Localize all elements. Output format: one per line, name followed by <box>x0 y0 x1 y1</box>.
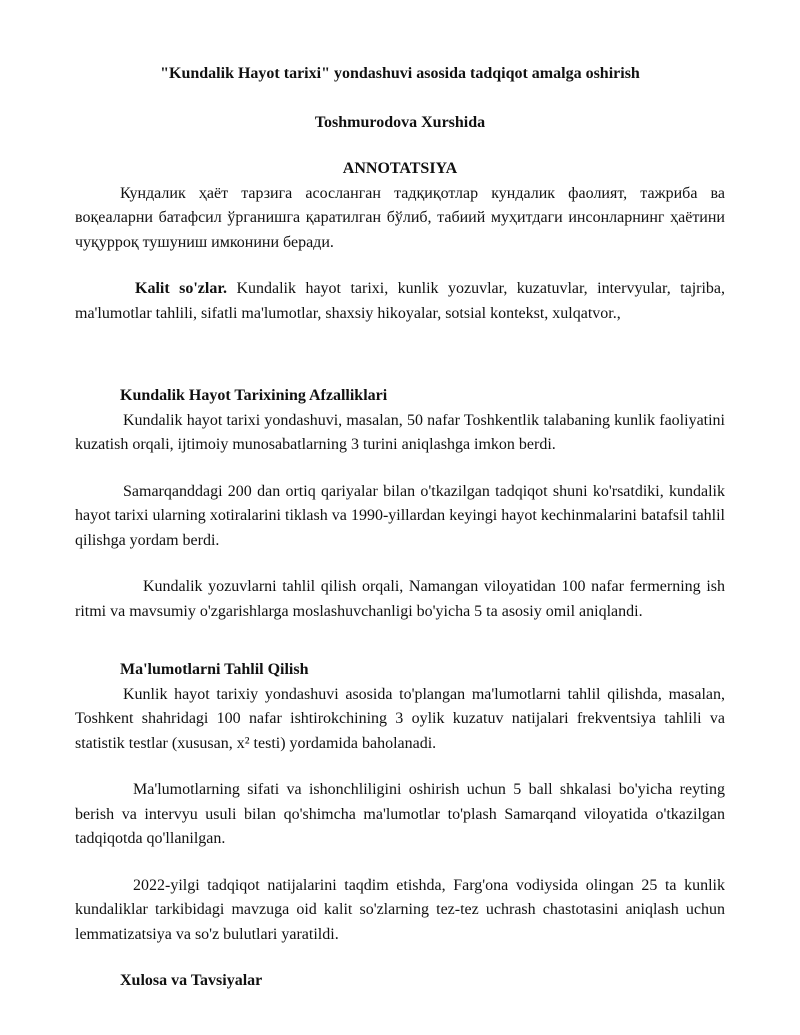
body-paragraph: Kundalik hayot tarixi yondashuvi, masalan, 50 nafar Toshkentlik talabaning kunlik faoliyatini kuzatish orqali, ijtimoiy munosabatlarning 3 turini aniqlashga imkon berdi. <box>75 411 725 453</box>
author-name: Toshmurodova Xurshida <box>314 113 486 131</box>
keywords-label: Kalit so'zlar. <box>135 280 227 297</box>
body-paragraph: 2022-yilgi tadqiqot natijalarini taqdim etishda, Farg'ona vodiysida olingan 25 ta kunlik kundaliklar tarkibidagi mavzuga oid kalit so'zlarning tez-tez uchrash chastotasini aniqlash uchun lemmatizatsiya va so'z bulutlari yaratildi. <box>75 876 725 943</box>
body-paragraph: Kunlik hayot tarixiy yondashuvi asosida to'plangan ma'lumotlarni tahlil qilishda, masalan, Toshkent shahridagi 100 nafar ishtirokchining 3 oylik kuzatuv natijalari frekventsiya tahlili va statistik testlar (xususan, x² testi) yordamida baholanadi. <box>75 685 725 752</box>
annotation-heading: ANNOTATSIYA <box>342 160 458 177</box>
section-heading-data-analysis: Ma'lumotlarni Tahlil Qilish <box>120 661 309 678</box>
keywords-text: Kundalik hayot tarixi, kunlik yozuvlar, kuzatuvlar, intervyular, tajriba, ma'lumotlar tahlili, sifatli ma'lumotlar, shaxsiy hikoyalar, sotsial kontekst, xulqatvor., <box>75 280 726 322</box>
keywords-paragraph <box>75 277 725 326</box>
section-heading-advantages: Kundalik Hayot Tarixining Afzalliklari <box>120 387 388 404</box>
body-paragraph: Samarqanddagi 200 dan ortiq qariyalar bilan o'tkazilgan tadqiqot shuni ko'rsatdiki, kundalik hayot tarixi ularning xotiralarini tiklash va 1990-yillardan keyingi hayot kechinmalarini batafsil tahlil qilishga yordam berdi. <box>75 482 725 549</box>
body-paragraph: Ma'lumotlarning sifati va ishonchliligini oshirish uchun 5 ball shkalasi bo'yicha reyting berish va intervyu usuli bilan qo'shimcha ma'lumotlar to'plash Samarqand viloyatida o'tkazilgan tadqiqotda qo'llanilgan. <box>75 781 725 847</box>
annotation-text: Кундалик ҳаёт тарзига асосланган тадқиқотлар кундалик фаолият, тажриба ва воқеаларни батафсил ўрганишга қаратилган бўлиб, табиий муҳитдаги инсонларнинг ҳаётини чуқурроқ тушуниш имконини беради. <box>75 184 725 251</box>
body-paragraph: Kundalik yozuvlarni tahlil qilish orqali, Namangan viloyatidan 100 nafar fermerning ish ritmi va mavsumiy o'zgarishlarga moslashuvchanligi bo'yicha 5 ta asosiy omil aniqlandi. <box>75 578 725 620</box>
section-heading-conclusion: Xulosa va Tavsiyalar <box>120 972 263 989</box>
document-title: "Kundalik Hayot tarixi" yondashuvi asosida tadqiqot amalga oshirish <box>160 65 640 82</box>
